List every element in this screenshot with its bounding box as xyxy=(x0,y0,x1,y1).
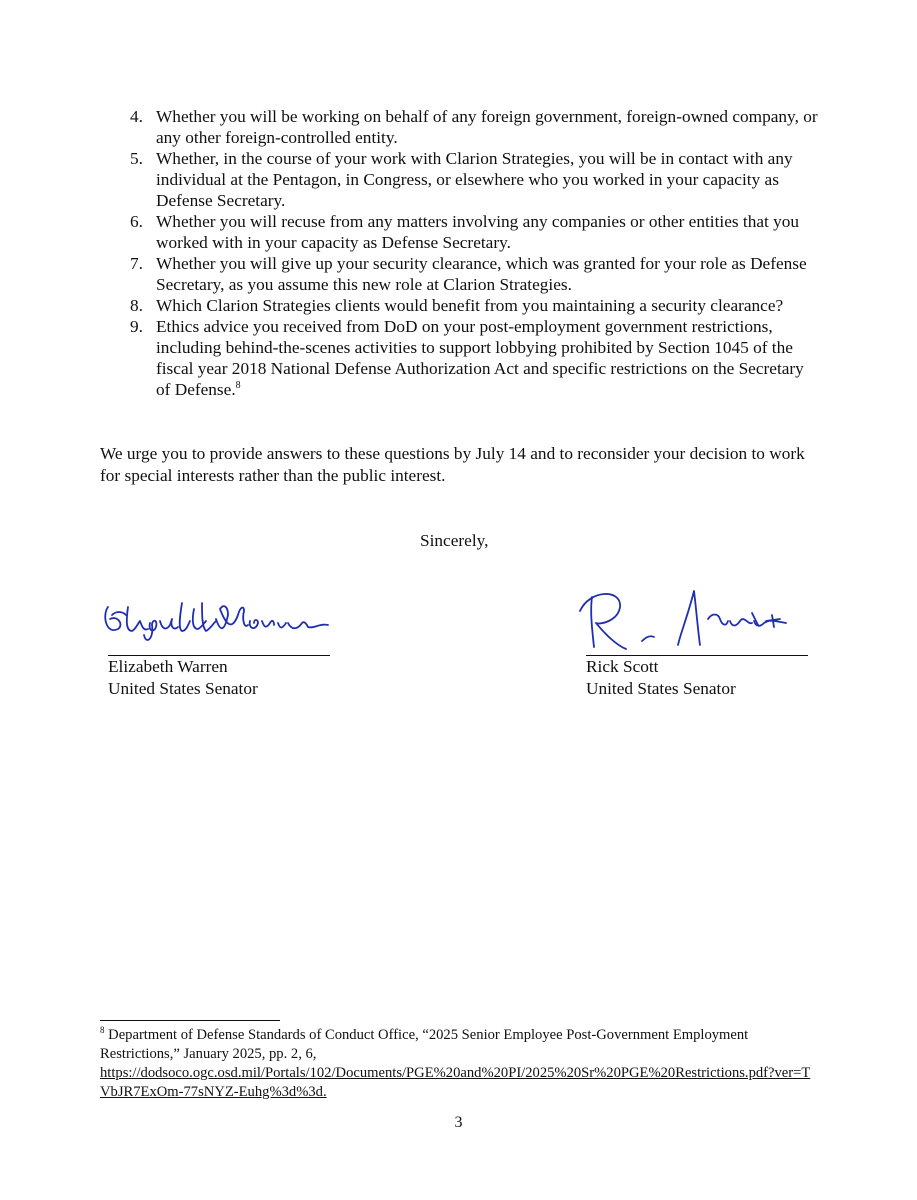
list-item xyxy=(100,106,820,148)
list-item-number: 4. xyxy=(130,107,143,126)
footnote xyxy=(100,1026,820,1102)
signer-name: Rick Scott xyxy=(586,657,659,676)
footnote-reference[interactable]: 8 xyxy=(235,380,241,392)
page-number: 3 xyxy=(454,1114,463,1131)
signer-title: United States Senator xyxy=(108,679,258,698)
signature-scribble xyxy=(576,585,816,657)
footnote-link[interactable] xyxy=(100,1064,820,1102)
list-item-text: Ethics advice you received from DoD on your post-employment government restrictions, including behind-the-scenes activities to support lobbying prohibited by Section 1045 of the fiscal year 2018 National Defense Authorization Act and specific restrictions on the Secretary of Defense. xyxy=(156,317,804,399)
list-item xyxy=(100,316,820,400)
list-item-text: Whether you will recuse from any matters involving any companies or other entities that you worked with in your capacity as Defense Secretary. xyxy=(156,212,800,252)
footnote-url[interactable]: https://dodsoco.ogc.osd.mil/Portals/102/Documents/PGE%20and%20PI/2025%20Sr%20PGE%20Restrictions.pdf?ver=TVbJR7ExOm-77sNYZ-Euhg%3d%3d xyxy=(100,1065,811,1100)
signature-scribble xyxy=(98,585,338,657)
list-item-text: Whether you will give up your security clearance, which was granted for your role as Defense Secretary, as you assume this new role at Clarion Strategies. xyxy=(156,254,807,294)
sign-off: Sincerely, xyxy=(420,531,489,550)
question-list xyxy=(100,106,820,400)
list-item-text: Whether, in the course of your work with Clarion Strategies, you will be in contact with any individual at the Pentagon, in Congress, or elsewhere who you worked in your capacity as Defense Secretary. xyxy=(156,149,793,210)
signature-image-scott xyxy=(586,585,816,655)
footnote-divider xyxy=(100,1020,280,1021)
list-item xyxy=(100,253,820,295)
signature-block-scott xyxy=(586,585,816,700)
list-item-number: 6. xyxy=(130,212,143,231)
footnote-marker: 8 xyxy=(100,1025,105,1036)
footnote-url-suffix: . xyxy=(322,1084,327,1100)
list-item-number: 9. xyxy=(130,317,143,336)
footnote-text: Department of Defense Standards of Conduct Office, “2025 Senior Employee Post-Government Employment Restrictions,” January 2025, pp. 2, 6, xyxy=(100,1027,749,1062)
list-item xyxy=(100,295,820,316)
signature-block-warren xyxy=(108,585,338,700)
signature-image-warren xyxy=(108,585,338,655)
list-item xyxy=(100,148,820,211)
list-item-number: 8. xyxy=(130,296,143,315)
signer-name: Elizabeth Warren xyxy=(108,657,228,676)
list-item-text: Which Clarion Strategies clients would benefit from you maintaining a security clearance? xyxy=(156,296,784,315)
list-item xyxy=(100,211,820,253)
list-item-text: Whether you will be working on behalf of any foreign government, foreign-owned company, or any other foreign-controlled entity. xyxy=(156,107,818,147)
list-item-number: 7. xyxy=(130,254,143,273)
signer-title: United States Senator xyxy=(586,679,736,698)
list-item-number: 5. xyxy=(130,149,143,168)
closing-paragraph: We urge you to provide answers to these questions by July 14 and to reconsider your decision to work for special interests rather than the public interest. xyxy=(100,444,805,485)
